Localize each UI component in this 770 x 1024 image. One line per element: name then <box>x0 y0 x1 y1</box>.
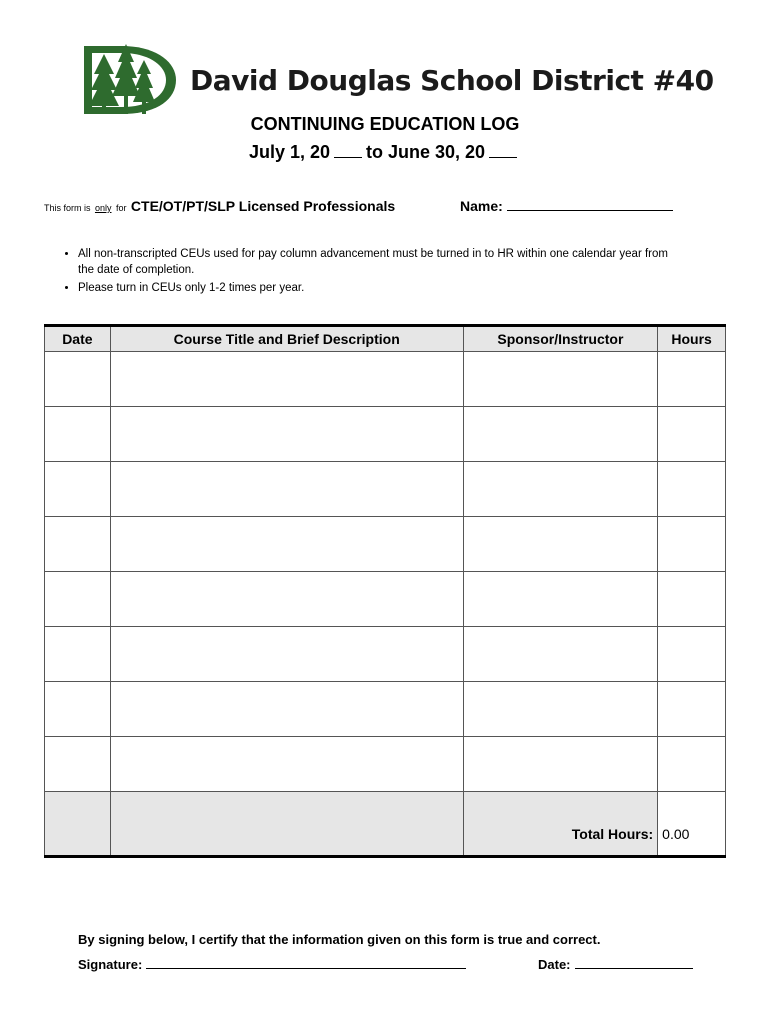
course-cell[interactable] <box>110 462 463 517</box>
sponsor-cell[interactable] <box>463 462 657 517</box>
table-row <box>45 517 726 572</box>
date-cell[interactable] <box>45 352 111 407</box>
date-label: Date: <box>538 957 571 972</box>
signature-label: Signature: <box>78 957 143 972</box>
hours-cell[interactable] <box>658 352 726 407</box>
name-input-line[interactable] <box>507 198 673 211</box>
hours-cell[interactable] <box>658 627 726 682</box>
table-row <box>45 737 726 792</box>
certification-statement: By signing below, I certify that the information given on this form is true and correct. <box>78 932 601 947</box>
course-cell[interactable] <box>110 352 463 407</box>
instructions-list <box>64 246 678 298</box>
name-field <box>460 198 673 214</box>
table-row <box>45 572 726 627</box>
start-year-blank[interactable] <box>334 142 362 158</box>
total-blank-date <box>45 792 111 857</box>
total-row <box>45 792 726 857</box>
scope-audience: CTE/OT/PT/SLP Licensed Professionals <box>130 198 396 214</box>
sponsor-cell[interactable] <box>463 682 657 737</box>
table-row <box>45 352 726 407</box>
end-year-blank[interactable] <box>489 142 517 158</box>
instruction-item: • All non-transcripted CEUs used for pay column advancement must be turned in to HR within one calendar year from the date of completion. <box>78 246 678 278</box>
district-name: David Douglas School District #40 <box>190 64 714 97</box>
sponsor-cell[interactable] <box>463 572 657 627</box>
hours-cell[interactable] <box>658 462 726 517</box>
header-course: Course Title and Brief Description <box>110 326 463 352</box>
sponsor-cell[interactable] <box>463 517 657 572</box>
form-title: CONTINUING EDUCATION LOG <box>250 114 520 134</box>
date-cell[interactable] <box>45 627 111 682</box>
table-row <box>45 407 726 462</box>
date-cell[interactable] <box>45 517 111 572</box>
date-cell[interactable] <box>45 462 111 517</box>
table-header-row <box>45 326 726 352</box>
course-cell[interactable] <box>110 737 463 792</box>
header-date: Date <box>45 326 111 352</box>
form-scope <box>44 198 395 216</box>
header-sponsor: Sponsor/Instructor <box>463 326 657 352</box>
sponsor-cell[interactable] <box>463 352 657 407</box>
scope-for: for <box>115 203 127 213</box>
date-cell[interactable] <box>45 737 111 792</box>
sponsor-cell[interactable] <box>463 737 657 792</box>
district-logo-icon <box>82 40 178 118</box>
hours-cell[interactable] <box>658 517 726 572</box>
total-hours-value[interactable]: 0.00 <box>658 792 726 857</box>
scope-only: only <box>94 203 112 213</box>
form-period <box>0 142 770 163</box>
date-cell[interactable] <box>45 407 111 462</box>
table-row <box>45 627 726 682</box>
table-row <box>45 462 726 517</box>
scope-prefix: This form is <box>44 203 91 213</box>
date-cell[interactable] <box>45 682 111 737</box>
course-cell[interactable] <box>110 517 463 572</box>
hours-cell[interactable] <box>658 737 726 792</box>
hours-cell[interactable] <box>658 572 726 627</box>
course-cell[interactable] <box>110 627 463 682</box>
table-row <box>45 682 726 737</box>
course-cell[interactable] <box>110 572 463 627</box>
course-cell[interactable] <box>110 682 463 737</box>
date-input-line[interactable] <box>575 956 693 969</box>
hours-cell[interactable] <box>658 682 726 737</box>
period-middle: to June 30, 20 <box>366 142 486 162</box>
period-prefix: July 1, 20 <box>248 142 330 162</box>
instruction-item: • Please turn in CEUs only 1-2 times per year. <box>78 280 678 296</box>
sponsor-cell[interactable] <box>463 627 657 682</box>
signature-input-line[interactable] <box>146 956 466 969</box>
course-cell[interactable] <box>110 407 463 462</box>
name-label: Name: <box>460 198 503 214</box>
signature-field <box>78 956 466 972</box>
total-hours-label: Total Hours: <box>463 792 657 857</box>
header-hours: Hours <box>658 326 726 352</box>
ceu-log-table <box>44 324 726 858</box>
sponsor-cell[interactable] <box>463 407 657 462</box>
hours-cell[interactable] <box>658 407 726 462</box>
date-field <box>538 956 693 972</box>
date-cell[interactable] <box>45 572 111 627</box>
total-blank-course <box>110 792 463 857</box>
